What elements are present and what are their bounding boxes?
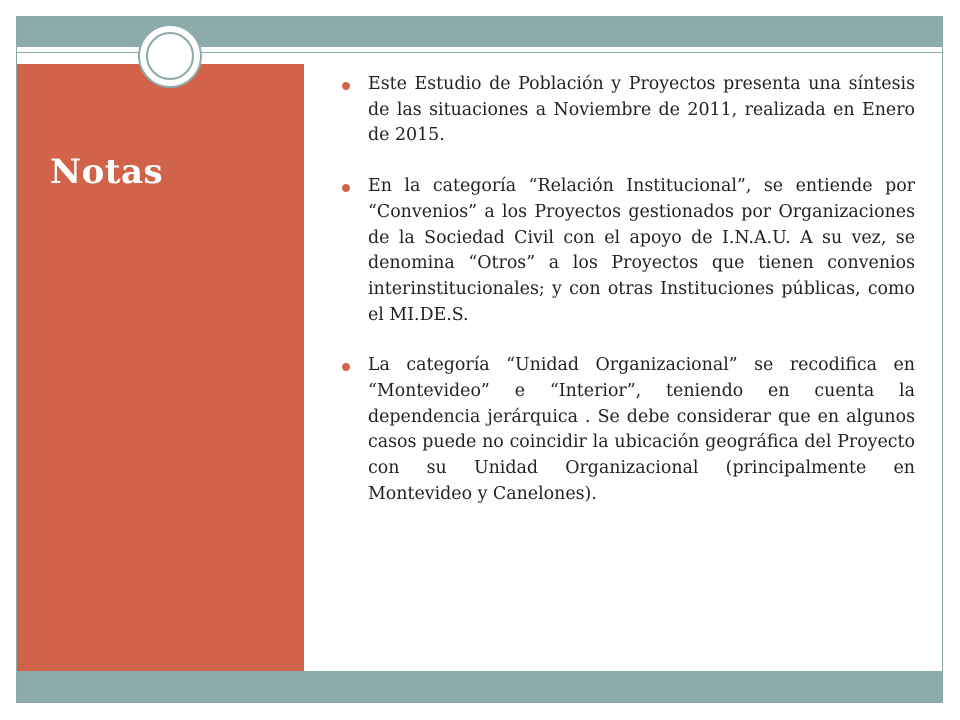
slide-title: Notas (50, 152, 164, 192)
notes-content (340, 72, 915, 533)
bullet-item (340, 174, 915, 328)
bullet-item (340, 353, 915, 507)
bullet-list (340, 72, 915, 508)
bullet-dot-icon (342, 184, 350, 192)
inner-ring (146, 32, 194, 80)
bullet-dot-icon (342, 363, 350, 371)
bullet-item (340, 72, 915, 149)
bullet-text: En la categoría “Relación Institucional”, se entiende por “Convenios” a los Proyectos gestionados por Organizaciones de la Sociedad Civil con el apoyo de I.N.A.U. A su vez, se denomina “Otros” a los Proyectos que tienen convenios interinstitucionales; y con otras Instituciones públicas, como el MI.DE.S. (368, 176, 915, 325)
bullet-text: Este Estudio de Población y Proyectos presenta una síntesis de las situaciones a Noviembre de 2011, realizada en Enero de 2015. (368, 74, 915, 146)
bullet-dot-icon (342, 82, 350, 90)
bullet-text: La categoría “Unidad Organizacional” se recodifica en “Montevideo” e “Interior”, teniendo en cuenta la dependencia jerárquica . Se debe considerar que en algunos casos puede no coincidir la ubicación geográfica del Proyecto con su Unidad Organizacional (principalmente en Montevideo y Canelones). (368, 355, 915, 504)
bottom-band (17, 671, 942, 702)
